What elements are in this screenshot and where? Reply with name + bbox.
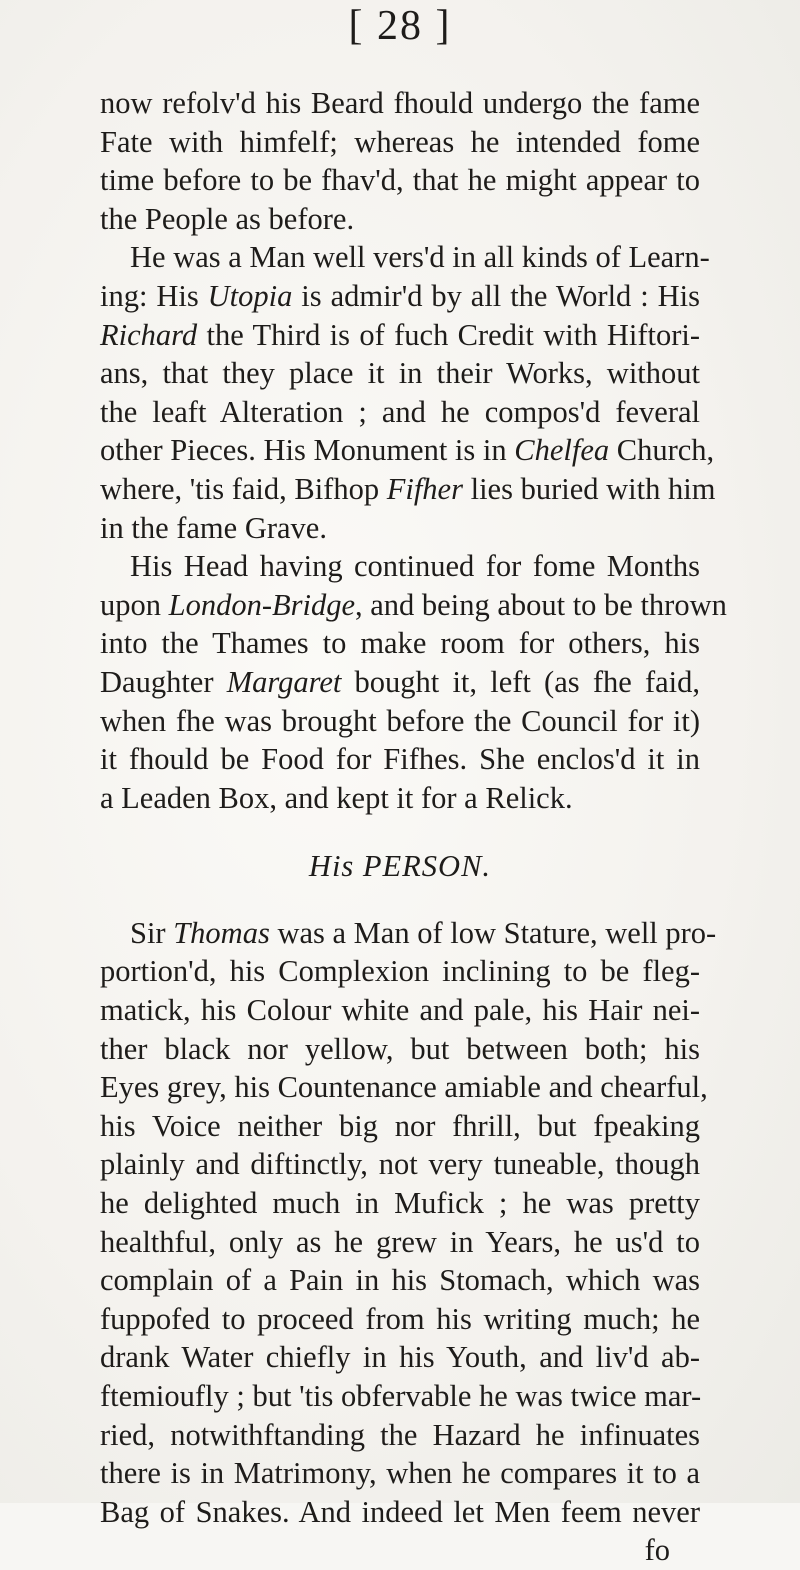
text-line: His Head having continued for fome Months [130, 549, 700, 584]
text-line: a Leaden Box, and kept it for a Relick. [100, 780, 573, 815]
text-run: bought it, left (as fhe faid, [341, 664, 700, 699]
text-line: matick, his Colour white and pale, his Hair nei- [100, 993, 700, 1028]
text-line: ried, notwithftanding the Hazard he infinuates [100, 1417, 700, 1452]
text-line [100, 470, 716, 509]
text-line: Bag of Snakes. And indeed let Men feem never [100, 1494, 700, 1529]
text-line: complain of a Pain in his Stomach, which was [100, 1263, 700, 1298]
text-run: Daughter [100, 664, 227, 699]
text-line: ans, that they place it in their Works, without [100, 356, 700, 391]
paragraph-head [100, 547, 727, 817]
italic-title-utopia: Utopia [207, 278, 293, 313]
text-line: in the fame Grave. [100, 510, 327, 545]
text-line: into the Thames to make room for others, his [100, 626, 700, 661]
text-run: lies buried with him [462, 471, 716, 506]
section-heading: His PERSON. [308, 849, 492, 884]
text-line [100, 431, 715, 470]
italic-name-margaret: Margaret [226, 664, 342, 699]
text-line: it fhould be Food for Fifhes. She enclos'd it in [100, 742, 700, 777]
page-number: [ 28 ] [348, 3, 452, 49]
italic-place-chelsea: Chelfea [514, 433, 610, 468]
text-line [100, 316, 700, 355]
italic-title-richard: Richard [100, 317, 198, 352]
italic-name-thomas: Thomas [173, 915, 270, 950]
text-line: the leaft Alteration ; and he compos'd feveral [100, 394, 700, 429]
text-run: upon [100, 587, 169, 622]
text-line: ther black nor yellow, but between both; his [100, 1031, 700, 1066]
text-line: his Voice neither big nor fhrill, but fpeaking [100, 1108, 700, 1143]
text-run: is admir'd by all the World : His [292, 278, 700, 313]
paragraph-person [100, 914, 717, 1532]
text-line: He was a Man well vers'd in all kinds of Learn- [130, 240, 710, 275]
text-run: the Third is of fuch Credit with Hiftori- [197, 317, 700, 352]
text-run: where, 'tis faid, Bifhop [100, 471, 387, 506]
catchword: fo [644, 1533, 670, 1568]
italic-place-london-bridge: London-Bridge [168, 587, 356, 622]
text-line: when fhe was brought before the Council for it) [100, 703, 700, 738]
text-run: , and being about to be thrown [355, 587, 727, 622]
text-line [100, 914, 717, 953]
text-line: the People as before. [100, 201, 355, 236]
text-line: healthful, only as he grew in Years, he us'd to [100, 1224, 700, 1259]
text-line: Eyes grey, his Countenance amiable and chearful, [100, 1070, 708, 1105]
text-line [100, 586, 727, 625]
text-line: Fate with himfelf; whereas he intended fome [100, 124, 700, 159]
text-line: ftemioufly ; but 'tis obfervable he was twice mar- [100, 1379, 702, 1413]
text-line: drank Water chiefly in his Youth, and liv'd ab- [100, 1340, 700, 1375]
italic-name-fisher: Fifher [386, 471, 463, 506]
text-line [100, 663, 700, 702]
text-run: other Pieces. His Monument is in [100, 433, 515, 468]
text-line: time before to be fhav'd, that he might appear to [100, 163, 700, 198]
text-line [100, 277, 700, 316]
text-line: fuppofed to proceed from his writing much; he [100, 1301, 700, 1336]
text-run: was a Man of low Stature, well pro- [269, 915, 717, 950]
text-run: Church, [609, 433, 715, 468]
text-line: now refolv'd his Beard fhould undergo the fame [100, 86, 700, 120]
text-line: portion'd, his Complexion inclining to be fleg- [100, 954, 700, 989]
text-line: plainly and diftinctly, not very tuneable, though [100, 1147, 700, 1182]
text-run: ing: His [100, 278, 208, 313]
text-run: Sir [130, 915, 174, 950]
paragraph-beard [100, 84, 700, 238]
page-text [100, 84, 727, 1570]
text-line: he delighted much in Mufick ; he was pretty [100, 1186, 700, 1221]
text-line: there is in Matrimony, when he compares it to a [100, 1456, 700, 1491]
paragraph-learning [100, 238, 716, 547]
